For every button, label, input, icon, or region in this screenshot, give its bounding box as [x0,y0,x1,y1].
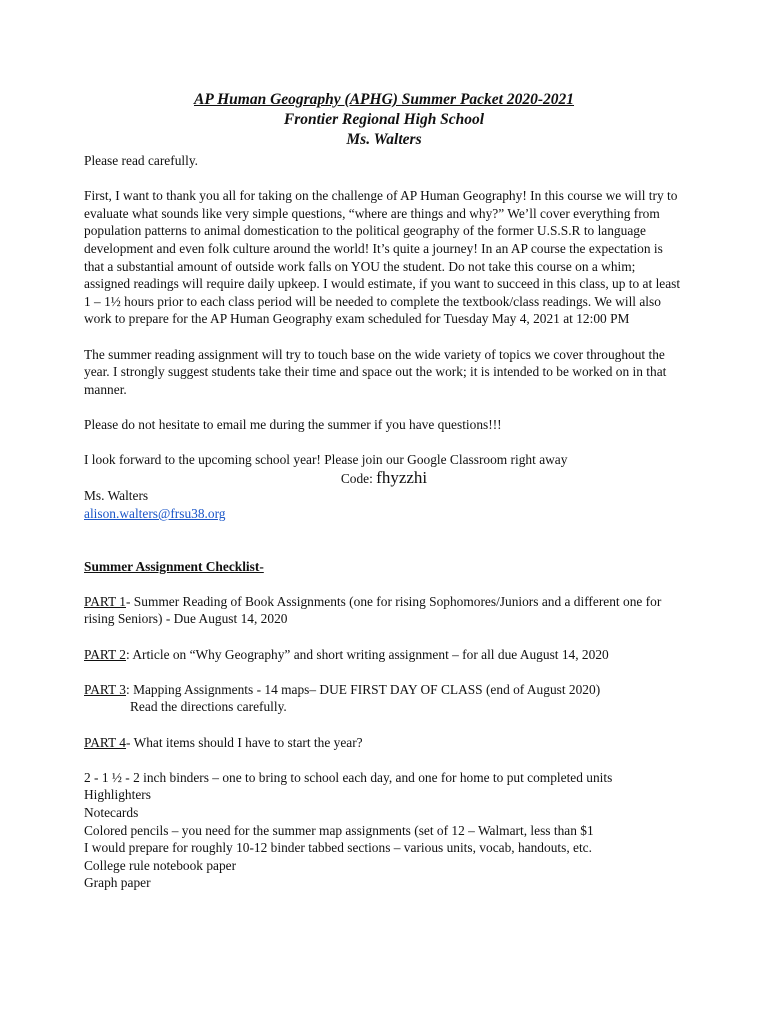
list-item: 2 - 1 ½ - 2 inch binders – one to bring to school each day, and one for home to put completed units [84,769,613,785]
intro-paragraph-1: First, I want to thank you all for taking on the challenge of AP Human Geography! In this course we will try to evaluate what sounds like very simple questions, “where are things and why?” We’ll cover everything from population patterns to animal domestication to the political geography of the former U.S.S.R to language development and even folk culture around the world! It’s quite a journey! In an AP course the expectation is that a substantial amount of outside work falls on YOU the student. Do not take this course on a whim; assigned readings will require daily upkeep. I would estimate, if you want to succeed in this class, up to at least 1 – 1½ hours prior to each class period will be needed to complete the textbook/class readings. We will also work to prepare for the AP Human Geography exam scheduled for Tuesday May 4, 2021 at 12:00 PM [84,188,681,327]
document-title: AP Human Geography (APHG) Summer Packet 2020-2021 [193,91,575,108]
classroom-code-value: fhyzzhi [376,467,428,487]
intro-paragraph-4: I look forward to the upcoming school year! Please join our Google Classroom right away [84,452,568,468]
part-4-label: PART 4 [84,734,126,750]
signature-name: Ms. Walters [84,488,149,504]
list-item: College rule notebook paper [84,857,237,873]
part-2-label: PART 2 [84,646,126,662]
classroom-code-line [84,469,684,488]
checklist-heading: Summer Assignment Checklist- [84,558,264,574]
part-3-text: : Mapping Assignments - 14 maps– DUE FIRST DAY OF CLASS (end of August 2020) [126,681,601,697]
part-1 [84,593,684,628]
part-2 [84,646,684,664]
teacher-email-link[interactable]: alison.walters@frsu38.org [84,505,226,521]
list-item: I would prepare for roughly 10-12 binder tabbed sections – various units, vocab, handouts, etc. [84,840,592,856]
please-read-line: Please read carefully. [84,153,199,168]
intro-paragraph-2: The summer reading assignment will try to touch base on the wide variety of topics we cover throughout the year. I strongly suggest students take their time and space out the work; it is intended to be worked on in that manner. [84,346,667,397]
part-3-label: PART 3 [84,681,126,697]
part-4 [84,734,684,752]
document-page [84,90,684,892]
school-name: Frontier Regional High School [283,111,485,128]
list-item: Graph paper [84,875,151,891]
list-item: Highlighters [84,787,151,803]
part-3 [84,681,684,699]
part-1-text: - Summer Reading of Book Assignments (one for rising Sophomores/Juniors and a different one for rising Seniors) - Due August 14, 2020 [84,593,662,627]
list-item: Notecards [84,804,139,820]
part-4-text: - What items should I have to start the year? [126,734,363,750]
classroom-code-label: Code: [340,470,377,486]
teacher-name: Ms. Walters [346,131,422,148]
part-3-subnote: Read the directions carefully. [130,699,287,715]
part-1-label: PART 1 [84,593,126,609]
supply-list [84,769,684,892]
part-2-text: : Article on “Why Geography” and short writing assignment – for all due August 14, 2020 [126,646,609,662]
intro-paragraph-3: Please do not hesitate to email me during the summer if you have questions!!! [84,416,502,432]
document-header [84,90,684,150]
list-item: Colored pencils – you need for the summer map assignments (set of 12 – Walmart, less than $1 [84,822,594,838]
